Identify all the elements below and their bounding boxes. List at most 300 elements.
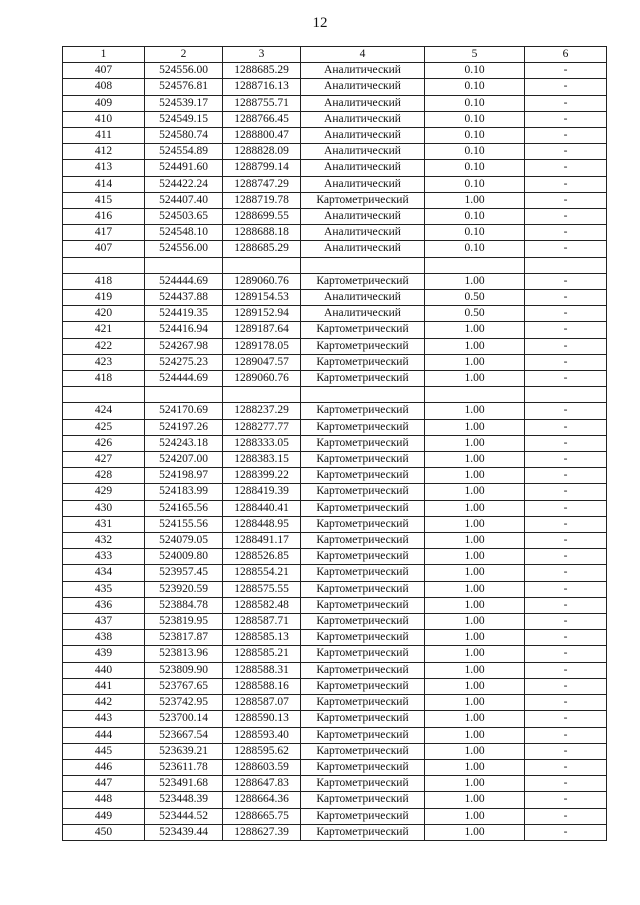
method-cell: Аналитический [301, 306, 425, 322]
accuracy-cell: 0.10 [425, 241, 525, 257]
note-cell: - [525, 290, 607, 306]
method-cell: Картометрический [301, 371, 425, 387]
method-cell: Картометрический [301, 549, 425, 565]
table-row [63, 597, 607, 613]
note-cell: - [525, 727, 607, 743]
table-row [63, 128, 607, 144]
method-cell: Картометрический [301, 614, 425, 630]
point-number-cell: 420 [63, 306, 145, 322]
y-coordinate-cell: 1289154.53 [223, 290, 301, 306]
note-cell: - [525, 419, 607, 435]
point-number-cell: 426 [63, 435, 145, 451]
accuracy-cell: 0.10 [425, 160, 525, 176]
point-number-cell: 412 [63, 144, 145, 160]
method-cell: Аналитический [301, 241, 425, 257]
x-coordinate-cell: 523742.95 [145, 695, 223, 711]
x-coordinate-cell: 524009.80 [145, 549, 223, 565]
accuracy-cell: 1.00 [425, 452, 525, 468]
point-number-cell: 425 [63, 419, 145, 435]
method-cell: Картометрический [301, 500, 425, 516]
note-cell: - [525, 338, 607, 354]
point-number-cell [63, 387, 145, 403]
point-number-cell: 418 [63, 273, 145, 289]
method-cell [301, 257, 425, 273]
table-row [63, 776, 607, 792]
y-coordinate-cell: 1288716.13 [223, 79, 301, 95]
method-cell: Картометрический [301, 743, 425, 759]
table-row [63, 290, 607, 306]
note-cell: - [525, 484, 607, 500]
y-coordinate-cell: 1288799.14 [223, 160, 301, 176]
table-row [63, 63, 607, 79]
y-coordinate-cell: 1288448.95 [223, 516, 301, 532]
point-number-cell: 433 [63, 549, 145, 565]
y-coordinate-cell: 1288399.22 [223, 468, 301, 484]
y-coordinate-cell: 1288595.62 [223, 743, 301, 759]
point-number-cell: 409 [63, 95, 145, 111]
accuracy-cell: 1.00 [425, 808, 525, 824]
accuracy-cell: 1.00 [425, 192, 525, 208]
point-number-cell: 436 [63, 597, 145, 613]
table-row [63, 322, 607, 338]
table-row [63, 241, 607, 257]
y-coordinate-cell: 1288588.31 [223, 662, 301, 678]
method-cell: Картометрический [301, 792, 425, 808]
x-coordinate-cell: 524556.00 [145, 63, 223, 79]
x-coordinate-cell: 523700.14 [145, 711, 223, 727]
note-cell: - [525, 824, 607, 840]
method-cell: Аналитический [301, 290, 425, 306]
y-coordinate-cell: 1288582.48 [223, 597, 301, 613]
table-row [63, 662, 607, 678]
y-coordinate-cell: 1288237.29 [223, 403, 301, 419]
accuracy-cell: 1.00 [425, 711, 525, 727]
note-cell: - [525, 646, 607, 662]
method-cell: Картометрический [301, 273, 425, 289]
table-row [63, 225, 607, 241]
accuracy-cell: 1.00 [425, 354, 525, 370]
accuracy-cell: 1.00 [425, 776, 525, 792]
y-coordinate-cell: 1288755.71 [223, 95, 301, 111]
method-cell: Картометрический [301, 533, 425, 549]
y-coordinate-cell: 1288800.47 [223, 128, 301, 144]
y-coordinate-cell: 1288603.59 [223, 759, 301, 775]
accuracy-cell: 1.00 [425, 678, 525, 694]
accuracy-cell: 0.10 [425, 111, 525, 127]
table-row [63, 533, 607, 549]
point-number-cell: 444 [63, 727, 145, 743]
accuracy-cell: 0.10 [425, 95, 525, 111]
table-row [63, 338, 607, 354]
table-row [63, 273, 607, 289]
note-cell [525, 387, 607, 403]
accuracy-cell: 1.00 [425, 695, 525, 711]
x-coordinate-cell: 523667.54 [145, 727, 223, 743]
note-cell: - [525, 759, 607, 775]
note-cell: - [525, 452, 607, 468]
x-coordinate-cell: 524580.74 [145, 128, 223, 144]
accuracy-cell: 1.00 [425, 646, 525, 662]
y-coordinate-cell: 1288587.71 [223, 614, 301, 630]
point-number-cell: 443 [63, 711, 145, 727]
accuracy-cell: 1.00 [425, 824, 525, 840]
x-coordinate-cell: 523448.39 [145, 792, 223, 808]
note-cell: - [525, 516, 607, 532]
x-coordinate-cell: 524183.99 [145, 484, 223, 500]
method-cell: Картометрический [301, 581, 425, 597]
method-cell: Картометрический [301, 695, 425, 711]
x-coordinate-cell: 524275.23 [145, 354, 223, 370]
point-number-cell: 419 [63, 290, 145, 306]
accuracy-cell: 1.00 [425, 419, 525, 435]
x-coordinate-cell: 523819.95 [145, 614, 223, 630]
method-cell: Аналитический [301, 160, 425, 176]
method-cell: Аналитический [301, 209, 425, 225]
method-cell: Картометрический [301, 630, 425, 646]
point-number-cell: 438 [63, 630, 145, 646]
note-cell: - [525, 176, 607, 192]
column-header-5: 5 [425, 47, 525, 63]
table-row [63, 711, 607, 727]
x-coordinate-cell: 523611.78 [145, 759, 223, 775]
note-cell: - [525, 776, 607, 792]
table-row [63, 549, 607, 565]
point-number-cell: 434 [63, 565, 145, 581]
x-coordinate-cell: 524155.56 [145, 516, 223, 532]
y-coordinate-cell: 1288440.41 [223, 500, 301, 516]
table-row [63, 160, 607, 176]
accuracy-cell: 0.10 [425, 79, 525, 95]
method-cell: Картометрический [301, 484, 425, 500]
note-cell: - [525, 403, 607, 419]
table-row [63, 695, 607, 711]
note-cell: - [525, 160, 607, 176]
accuracy-cell [425, 257, 525, 273]
point-number-cell: 407 [63, 63, 145, 79]
method-cell: Аналитический [301, 95, 425, 111]
y-coordinate-cell: 1288699.55 [223, 209, 301, 225]
x-coordinate-cell: 523957.45 [145, 565, 223, 581]
point-number-cell: 442 [63, 695, 145, 711]
y-coordinate-cell: 1289060.76 [223, 371, 301, 387]
point-number-cell: 414 [63, 176, 145, 192]
table-row [63, 144, 607, 160]
y-coordinate-cell: 1288491.17 [223, 533, 301, 549]
accuracy-cell: 1.00 [425, 338, 525, 354]
method-cell: Картометрический [301, 776, 425, 792]
y-coordinate-cell: 1288383.15 [223, 452, 301, 468]
method-cell: Картометрический [301, 419, 425, 435]
note-cell: - [525, 79, 607, 95]
method-cell [301, 387, 425, 403]
point-number-cell: 415 [63, 192, 145, 208]
table-row [63, 371, 607, 387]
note-cell: - [525, 128, 607, 144]
table-row [63, 176, 607, 192]
table-row [63, 403, 607, 419]
y-coordinate-cell: 1288575.55 [223, 581, 301, 597]
point-number-cell: 413 [63, 160, 145, 176]
accuracy-cell: 1.00 [425, 403, 525, 419]
note-cell: - [525, 533, 607, 549]
accuracy-cell: 0.10 [425, 225, 525, 241]
method-cell: Аналитический [301, 128, 425, 144]
accuracy-cell: 0.10 [425, 144, 525, 160]
point-number-cell: 447 [63, 776, 145, 792]
note-cell: - [525, 435, 607, 451]
y-coordinate-cell: 1289187.64 [223, 322, 301, 338]
method-cell: Картометрический [301, 354, 425, 370]
x-coordinate-cell: 524170.69 [145, 403, 223, 419]
point-number-cell: 431 [63, 516, 145, 532]
y-coordinate-cell: 1288277.77 [223, 419, 301, 435]
y-coordinate-cell: 1289152.94 [223, 306, 301, 322]
point-number-cell: 429 [63, 484, 145, 500]
note-cell: - [525, 354, 607, 370]
y-coordinate-cell: 1288585.13 [223, 630, 301, 646]
x-coordinate-cell: 524407.40 [145, 192, 223, 208]
note-cell: - [525, 549, 607, 565]
table-row [63, 111, 607, 127]
method-cell: Картометрический [301, 678, 425, 694]
method-cell: Картометрический [301, 711, 425, 727]
table-row [63, 630, 607, 646]
column-header-4: 4 [301, 47, 425, 63]
note-cell: - [525, 565, 607, 581]
accuracy-cell: 1.00 [425, 468, 525, 484]
x-coordinate-cell: 524437.88 [145, 290, 223, 306]
y-coordinate-cell: 1288526.85 [223, 549, 301, 565]
y-coordinate-cell: 1289178.05 [223, 338, 301, 354]
point-number-cell: 421 [63, 322, 145, 338]
accuracy-cell: 0.50 [425, 306, 525, 322]
x-coordinate-cell: 524539.17 [145, 95, 223, 111]
accuracy-cell: 0.50 [425, 290, 525, 306]
table-row [63, 435, 607, 451]
accuracy-cell: 1.00 [425, 662, 525, 678]
x-coordinate-cell: 524165.56 [145, 500, 223, 516]
x-coordinate-cell: 524197.26 [145, 419, 223, 435]
note-cell: - [525, 808, 607, 824]
y-coordinate-cell: 1288766.45 [223, 111, 301, 127]
table-row [63, 484, 607, 500]
table-row [63, 678, 607, 694]
table-row [63, 516, 607, 532]
point-number-cell: 446 [63, 759, 145, 775]
table-row [63, 419, 607, 435]
table-row [63, 808, 607, 824]
method-cell: Аналитический [301, 111, 425, 127]
note-cell: - [525, 792, 607, 808]
note-cell: - [525, 209, 607, 225]
method-cell: Картометрический [301, 516, 425, 532]
x-coordinate-cell [145, 387, 223, 403]
accuracy-cell [425, 387, 525, 403]
x-coordinate-cell: 524444.69 [145, 371, 223, 387]
accuracy-cell: 1.00 [425, 500, 525, 516]
x-coordinate-cell: 523817.87 [145, 630, 223, 646]
x-coordinate-cell: 523491.68 [145, 776, 223, 792]
point-number-cell: 418 [63, 371, 145, 387]
y-coordinate-cell: 1288665.75 [223, 808, 301, 824]
accuracy-cell: 1.00 [425, 759, 525, 775]
x-coordinate-cell: 524243.18 [145, 435, 223, 451]
note-cell: - [525, 241, 607, 257]
point-number-cell: 450 [63, 824, 145, 840]
x-coordinate-cell: 523444.52 [145, 808, 223, 824]
point-number-cell: 435 [63, 581, 145, 597]
point-number-cell: 427 [63, 452, 145, 468]
method-cell: Аналитический [301, 63, 425, 79]
accuracy-cell: 1.00 [425, 533, 525, 549]
note-cell: - [525, 95, 607, 111]
note-cell: - [525, 678, 607, 694]
method-cell: Картометрический [301, 759, 425, 775]
point-number-cell: 440 [63, 662, 145, 678]
accuracy-cell: 0.10 [425, 209, 525, 225]
y-coordinate-cell [223, 257, 301, 273]
table-row [63, 500, 607, 516]
accuracy-cell: 0.10 [425, 128, 525, 144]
y-coordinate-cell: 1288333.05 [223, 435, 301, 451]
y-coordinate-cell: 1288747.29 [223, 176, 301, 192]
method-cell: Картометрический [301, 192, 425, 208]
accuracy-cell: 1.00 [425, 371, 525, 387]
accuracy-cell: 1.00 [425, 581, 525, 597]
method-cell: Аналитический [301, 144, 425, 160]
accuracy-cell: 0.10 [425, 63, 525, 79]
point-number-cell: 432 [63, 533, 145, 549]
point-number-cell [63, 257, 145, 273]
method-cell: Аналитический [301, 225, 425, 241]
x-coordinate-cell: 524419.35 [145, 306, 223, 322]
y-coordinate-cell: 1288664.36 [223, 792, 301, 808]
x-coordinate-cell: 523884.78 [145, 597, 223, 613]
accuracy-cell: 1.00 [425, 743, 525, 759]
x-coordinate-cell: 523439.44 [145, 824, 223, 840]
x-coordinate-cell: 524556.00 [145, 241, 223, 257]
note-cell [525, 257, 607, 273]
x-coordinate-cell: 524416.94 [145, 322, 223, 338]
method-cell: Картометрический [301, 597, 425, 613]
table-row [63, 743, 607, 759]
column-header-1: 1 [63, 47, 145, 63]
x-coordinate-cell: 524079.05 [145, 533, 223, 549]
method-cell: Картометрический [301, 565, 425, 581]
note-cell: - [525, 225, 607, 241]
table-row [63, 614, 607, 630]
y-coordinate-cell: 1288828.09 [223, 144, 301, 160]
table-row [63, 209, 607, 225]
note-cell: - [525, 630, 607, 646]
column-header-2: 2 [145, 47, 223, 63]
point-number-cell: 424 [63, 403, 145, 419]
x-coordinate-cell: 524548.10 [145, 225, 223, 241]
point-number-cell: 441 [63, 678, 145, 694]
accuracy-cell: 1.00 [425, 322, 525, 338]
accuracy-cell: 1.00 [425, 273, 525, 289]
point-number-cell: 449 [63, 808, 145, 824]
column-header-3: 3 [223, 47, 301, 63]
method-cell: Картометрический [301, 808, 425, 824]
x-coordinate-cell: 524422.24 [145, 176, 223, 192]
page-number: 12 [312, 15, 328, 31]
accuracy-cell: 1.00 [425, 435, 525, 451]
table-header-row [63, 47, 607, 63]
accuracy-cell: 1.00 [425, 727, 525, 743]
table-row [63, 257, 607, 273]
y-coordinate-cell: 1288554.21 [223, 565, 301, 581]
table-row [63, 387, 607, 403]
x-coordinate-cell: 523809.90 [145, 662, 223, 678]
accuracy-cell: 1.00 [425, 614, 525, 630]
point-number-cell: 416 [63, 209, 145, 225]
note-cell: - [525, 695, 607, 711]
y-coordinate-cell: 1288588.16 [223, 678, 301, 694]
method-cell: Картометрический [301, 322, 425, 338]
y-coordinate-cell: 1288590.13 [223, 711, 301, 727]
point-number-cell: 439 [63, 646, 145, 662]
note-cell: - [525, 614, 607, 630]
table-row [63, 95, 607, 111]
column-header-6: 6 [525, 47, 607, 63]
y-coordinate-cell: 1288587.07 [223, 695, 301, 711]
x-coordinate-cell: 523767.65 [145, 678, 223, 694]
x-coordinate-cell: 523639.21 [145, 743, 223, 759]
y-coordinate-cell: 1288685.29 [223, 241, 301, 257]
table-row [63, 759, 607, 775]
note-cell: - [525, 371, 607, 387]
point-number-cell: 408 [63, 79, 145, 95]
table-row [63, 192, 607, 208]
table-row [63, 727, 607, 743]
y-coordinate-cell: 1288685.29 [223, 63, 301, 79]
accuracy-cell: 0.10 [425, 176, 525, 192]
note-cell: - [525, 144, 607, 160]
accuracy-cell: 1.00 [425, 792, 525, 808]
y-coordinate-cell: 1289060.76 [223, 273, 301, 289]
method-cell: Картометрический [301, 338, 425, 354]
point-number-cell: 437 [63, 614, 145, 630]
method-cell: Картометрический [301, 403, 425, 419]
x-coordinate-cell: 524491.60 [145, 160, 223, 176]
method-cell: Аналитический [301, 176, 425, 192]
x-coordinate-cell: 523920.59 [145, 581, 223, 597]
point-number-cell: 428 [63, 468, 145, 484]
table-row [63, 468, 607, 484]
y-coordinate-cell: 1288647.83 [223, 776, 301, 792]
accuracy-cell: 1.00 [425, 597, 525, 613]
x-coordinate-cell [145, 257, 223, 273]
y-coordinate-cell: 1288593.40 [223, 727, 301, 743]
point-number-cell: 430 [63, 500, 145, 516]
point-number-cell: 445 [63, 743, 145, 759]
x-coordinate-cell: 524267.98 [145, 338, 223, 354]
method-cell: Картометрический [301, 727, 425, 743]
coordinates-table [62, 46, 607, 841]
note-cell: - [525, 711, 607, 727]
note-cell: - [525, 500, 607, 516]
table-row [63, 792, 607, 808]
point-number-cell: 417 [63, 225, 145, 241]
x-coordinate-cell: 524207.00 [145, 452, 223, 468]
x-coordinate-cell: 524503.65 [145, 209, 223, 225]
method-cell: Картометрический [301, 468, 425, 484]
x-coordinate-cell: 524549.15 [145, 111, 223, 127]
method-cell: Картометрический [301, 646, 425, 662]
y-coordinate-cell: 1288585.21 [223, 646, 301, 662]
point-number-cell: 410 [63, 111, 145, 127]
